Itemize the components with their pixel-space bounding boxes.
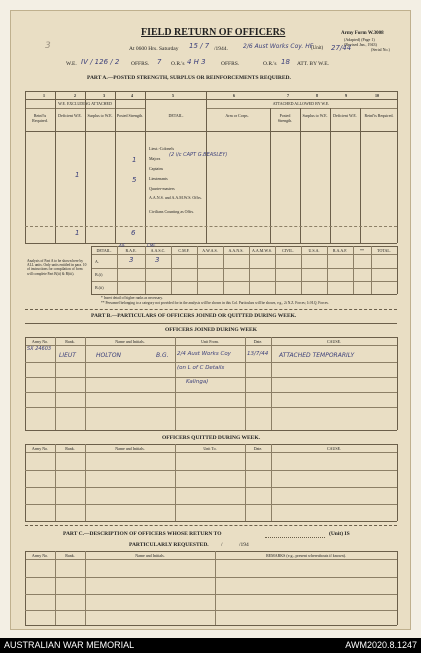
part-c-date-field: / /194 — [221, 542, 249, 548]
analysis-col-detail: DETAIL. — [96, 248, 112, 253]
quitted-col-name: Name and Initials. — [115, 446, 145, 451]
we-excl-header: W.E. EXCLUDING ATTACHED — [58, 101, 112, 106]
quitted-title: OFFICERS QUITTED DURING WEEK. — [162, 435, 260, 441]
part-c-requested: PARTICULARLY REQUESTED. — [129, 542, 209, 548]
ors-label: O.R.'s — [171, 61, 185, 67]
joined-col-rank: Rank. — [65, 339, 75, 344]
col-head-deficient-att: Deficient W.E. — [333, 113, 357, 118]
joined-rank-hw: LIEUT — [59, 352, 76, 359]
analysis-a-rae-hw: 3 — [129, 256, 134, 264]
footnote-1: * Insert detail of higher ranks as necessary. — [101, 296, 163, 300]
offrs2-label: OFFRS. — [221, 61, 240, 67]
at-prefix: At 0600 Hrs. Saturday — [129, 46, 179, 52]
quitted-col-unit-to: Unit To. — [203, 446, 217, 451]
part-b-title: PART B.—PARTICULARS OF OFFICERS JOINED OR QUITTED DURING WEEK. — [91, 313, 297, 319]
part-c-col-army-no: Army No. — [31, 553, 49, 558]
joined-date-hw: 13/7/44 — [247, 351, 269, 357]
col-head-surplus-att: Surplus to W.E. — [302, 113, 328, 118]
part-c-col-remarks: REMARKS (e.g., present whereabouts if known). — [266, 553, 346, 558]
col-num-2: 2 — [74, 93, 76, 98]
joined-unit-from-hw: 2/4 Aust Works Coy — [177, 351, 231, 357]
part-c-col-rank: Rank. — [65, 553, 75, 558]
col-num-10: 10 — [375, 93, 379, 98]
joined-col-name: Name and Initials. — [115, 339, 145, 344]
quitted-col-date: Date. — [253, 446, 263, 451]
ors-hw: 4 H 3 — [187, 58, 206, 66]
analysis-col-awas: A.W.A.S. — [202, 248, 218, 253]
col-num-5: 5 — [172, 93, 174, 98]
detail-captains: Captains — [149, 166, 163, 171]
analysis-col-other: ** — [360, 248, 364, 253]
analysis-row-bii: B.(ii) — [95, 285, 104, 290]
joined-army-no-hw: SX 24603 — [27, 346, 52, 352]
footer-accession: AWM2020.8.1247 — [345, 640, 417, 650]
total-posted-hw: 6 — [131, 229, 136, 237]
form-title: FIELD RETURN OF OFFICERS — [141, 27, 286, 38]
year: /1944. — [214, 46, 228, 52]
analysis-col-raaf: R.A.A.F. — [332, 248, 348, 253]
analysis-col-aans: A.A.N.S. — [228, 248, 244, 253]
col-head-surplus: Surplus to W.E. — [87, 113, 113, 118]
col-num-1: 1 — [43, 93, 45, 98]
col-head-detail: DETAIL. — [168, 113, 184, 118]
majors-note-hw: (2 i/c CAPT G.BEASLEY) — [169, 152, 228, 158]
analysis-col-aamws: A.A.M.W.S. — [252, 248, 272, 253]
ors2-label: O.R.'s — [263, 61, 277, 67]
joined-col-date: Date. — [253, 339, 263, 344]
col-head-deficient: Deficient W.E. — [58, 113, 82, 118]
col-head-reinf-att: Reinf'ts Required. — [364, 113, 394, 118]
joined-title: OFFICERS JOINED DURING WEEK — [164, 327, 258, 333]
analysis-col-rae: R.A.E. — [125, 248, 137, 253]
total-deficient-hw: 1 — [75, 229, 80, 237]
unit-label: (Unit) — [311, 46, 324, 51]
form-adapted: (Adapted) (Page 1) — [344, 37, 375, 42]
analysis-col-aasc-hw: CMF — [147, 243, 156, 248]
analysis-col-cmf: C.M.F. — [178, 248, 190, 253]
serial-label: (Serial No.) — [371, 47, 390, 52]
we-label: W.E. — [66, 61, 77, 67]
army-form-number: Army Form W.3008 — [341, 31, 384, 36]
analysis-col-total: TOTAL. — [377, 248, 391, 253]
col-head-posted-att: Posted Strength. — [277, 113, 293, 123]
joined-unit-note2-hw: Kalinga) — [186, 379, 209, 385]
detail-civilians: Civilians Counting as Offrs. — [149, 209, 195, 214]
corner-number: 3 — [45, 41, 51, 51]
quitted-col-army-no: Army No. — [31, 446, 49, 451]
analysis-note: Analysis of Part A to be shown here by ALL units. Only units entitled in para. 10 of instructions for compilation of form will complete Part B(ii) & B(iii). — [27, 259, 87, 276]
col-head-arm: Arm or Corps. — [225, 113, 249, 118]
joined-cause-hw: ATTACHED TEMPORARILY — [279, 352, 355, 359]
posted-lieuts-hw: 5 — [132, 176, 137, 184]
col-num-3: 3 — [103, 93, 105, 98]
serial-number-hw: 27/44 — [331, 44, 352, 52]
ors2-hw: 18 — [281, 58, 290, 66]
offrs-hw: 7 — [157, 58, 162, 66]
analysis-col-aasc: A.A.S.C. — [150, 248, 166, 253]
footer-institution: AUSTRALIAN WAR MEMORIAL — [4, 640, 135, 650]
form-sheet — [10, 10, 411, 630]
quitted-col-rank: Rank. — [65, 446, 75, 451]
detail-lt-col: Lieut.-Colonels — [149, 146, 174, 151]
att-allowed-header: ATTACHED ALLOWED BY W.E. — [272, 101, 330, 106]
col-num-9: 9 — [345, 93, 347, 98]
date-hw: 15 / 7 — [189, 42, 210, 50]
joined-name-hw: HOLTON — [96, 352, 122, 359]
we-hw: IV / 126 / 2 — [81, 58, 120, 66]
footnote-2: ** Personnel belonging to a category not provided for in the analysis will be shown in this Col. Particulars will be shown, e.g., 2i N.Z. Forces; 1i H.Q. Forces. — [101, 301, 329, 305]
detail-qm: Quarter-masters — [149, 186, 175, 191]
analysis-col-usa: U.S.A. — [308, 248, 320, 253]
joined-col-unit-from: Unit From. — [201, 339, 219, 344]
analysis-a-aasc-hw: 3 — [155, 256, 160, 264]
part-c-title: PART C.—DESCRIPTION OF OFFICERS WHOSE RETURN TO — [63, 531, 222, 537]
analysis-col-rae-hw: AIF — [119, 243, 126, 248]
analysis-row-a: A. — [95, 259, 99, 264]
col-head-posted: Posted Strength. — [116, 113, 144, 118]
detail-aans: A.A.N.S. and A.A.M.W.S. Offrs. — [149, 195, 202, 200]
col-num-6: 6 — [233, 93, 235, 98]
form-revised: (Revised Jan., 1943) — [344, 42, 377, 47]
col-num-4: 4 — [131, 93, 133, 98]
deficient-hw: 1 — [75, 171, 80, 179]
part-a-title: PART A.—POSTED STRENGTH, SURPLUS OR REINFORCEMENTS REQUIRED. — [87, 75, 291, 81]
detail-majors: Majors — [149, 156, 161, 161]
part-c-unit-blank[interactable] — [265, 537, 325, 538]
analysis-col-civil: CIVIL. — [282, 248, 294, 253]
detail-lieutenants: Lieutenants — [149, 176, 168, 181]
part-c-col-name: Name and Initials. — [135, 553, 165, 558]
joined-col-cause: CAUSE. — [326, 339, 342, 344]
att-label: ATT. BY W.E. — [297, 61, 329, 67]
part-c-unit-label: (Unit) IS — [329, 531, 350, 537]
col-num-8: 8 — [316, 93, 318, 98]
col-head-reinf: Reinf'ts Required. — [32, 113, 48, 123]
unit-hw: 2/6 Aust Works Coy. HF — [243, 43, 314, 50]
joined-initials-hw: B.G. — [156, 352, 169, 359]
archive-footer — [0, 638, 421, 653]
offrs-label: OFFRS. — [131, 61, 150, 67]
at-line — [129, 46, 179, 52]
analysis-row-bi: B.(i) — [95, 272, 103, 277]
col-num-7: 7 — [287, 93, 289, 98]
joined-unit-note1-hw: (on L of C Details — [177, 365, 225, 371]
joined-col-army-no: Army No. — [31, 339, 49, 344]
quitted-col-cause: CAUSE. — [326, 446, 342, 451]
posted-majors-hw: 1 — [132, 156, 137, 164]
